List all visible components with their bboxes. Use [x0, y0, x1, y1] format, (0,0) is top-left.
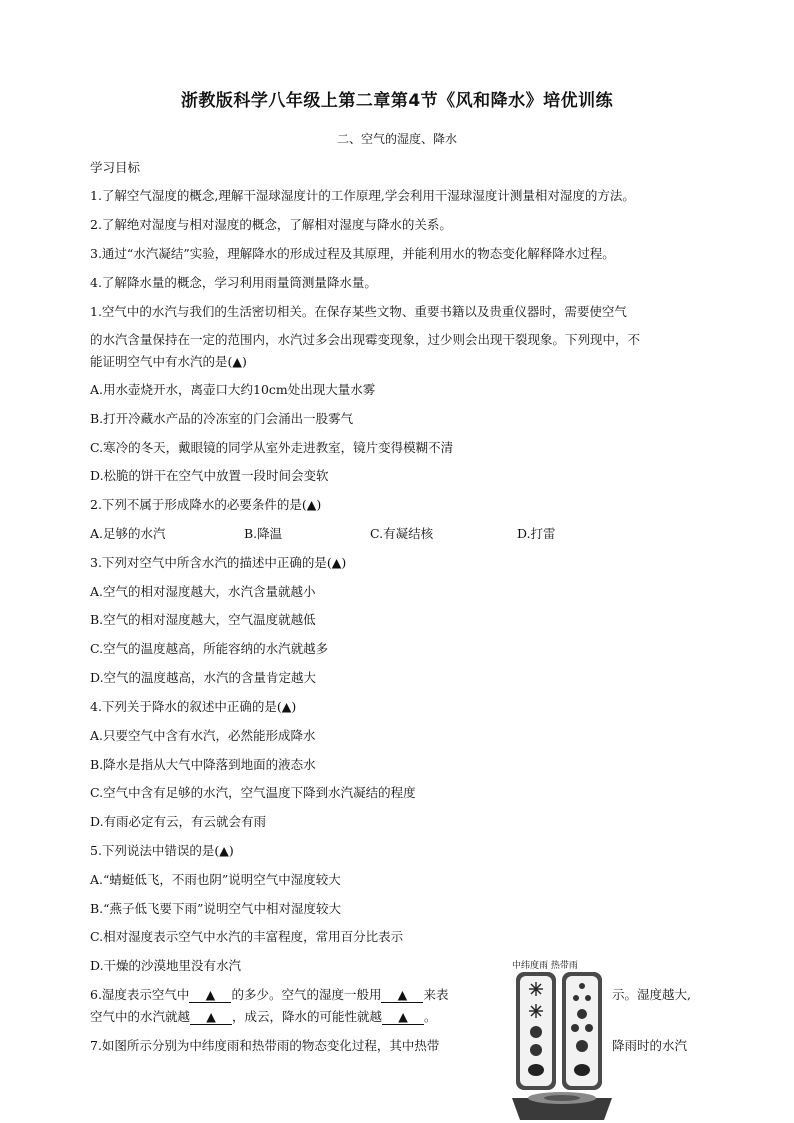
page-title: 浙教版科学八年级上第二章第4节《风和降水》培优训练 [180, 91, 614, 111]
question-4-option: D.有雨必定有云，有云就会有雨 [90, 814, 267, 829]
objective-item: 3.通过“水汽凝结”实验，理解降水的形成过程及其原理，并能利用水的物态变化解释降水过程。 [90, 246, 615, 261]
question-3-option: C.空气的温度越高，所能容纳的水汽就越多 [90, 641, 329, 656]
question-2-option-c: C.有凝结核 [370, 526, 434, 541]
question-6-text: 来表 [423, 987, 449, 1002]
question-3-option: B.空气的相对湿度越大，空气温度就越低 [90, 612, 316, 627]
section-subtitle: 二、空气的湿度、降水 [336, 132, 457, 146]
question-6-text: 空气中的水汽就越 [90, 1009, 191, 1024]
question-6-text: 的多少。空气的湿度一般用 [231, 987, 382, 1002]
question-6-text: 示。湿度越大, [612, 987, 691, 1002]
objective-item: 1.了解空气湿度的概念,理解干湿球湿度计的工作原理,学会利用干湿球湿度计测量相对湿度的方法。 [90, 188, 635, 203]
rain-process-diagram [512, 970, 612, 1120]
question-6-text: ，成云，降水的可能性就越 [232, 1009, 383, 1024]
question-2-stem: 2.下列不属于形成降水的必要条件的是(▲) [90, 497, 322, 512]
question-6-text: 。 [424, 1009, 437, 1024]
question-5-stem: 5.下列说法中错误的是(▲) [90, 843, 234, 858]
answer-blank[interactable]: ▲ [189, 987, 231, 1003]
objective-item: 2.了解绝对湿度与相对湿度的概念，了解相对湿度与降水的关系。 [90, 217, 452, 232]
answer-blank[interactable]: ▲ [190, 1009, 232, 1025]
question-5-option: B.“燕子低飞要下雨”说明空气中相对湿度较大 [90, 901, 341, 916]
question-3-option: D.空气的温度越高，水汽的含量肯定越大 [90, 670, 317, 685]
question-3-option: A.空气的相对湿度越大，水汽含量就越小 [90, 584, 316, 599]
question-6-text: 6.湿度表示空气中 [90, 987, 190, 1002]
question-4-option: C.空气中含有足够的水汽，空气温度下降到水汽凝结的程度 [90, 785, 416, 800]
question-3-stem: 3.下列对空气中所含水汽的描述中正确的是(▲) [90, 555, 347, 570]
question-4-option: A.只要空气中含有水汽，必然能形成降水 [90, 728, 316, 743]
answer-blank[interactable]: ▲ [381, 987, 423, 1003]
question-6-line-1 [90, 985, 448, 1003]
question-1-stem-line: 能证明空气中有水汽的是(▲) [90, 354, 247, 369]
question-4-option: B.降水是指从大气中降落到地面的液态水 [90, 757, 316, 772]
question-7-text-left: 7.如图所示分别为中纬度雨和热带雨的物态变化过程，其中热带 [90, 1038, 440, 1053]
objective-item: 4.了解降水量的概念，学习利用雨量筒测量降水量。 [90, 275, 377, 290]
figure-label: 中纬度雨 热带雨 [512, 961, 578, 971]
question-5-option: A.“蜻蜓低飞，不雨也阴”说明空气中湿度较大 [90, 872, 341, 887]
objectives-heading: 学习目标 [90, 160, 141, 175]
rain-process-figure [512, 958, 612, 1120]
question-1-stem-line: 1.空气中的水汽与我们的生活密切相关。在保存某些文物、重要书籍以及贵重仪器时，需要使空气 [90, 304, 627, 319]
question-7-text-right: 降雨时的水汽 [612, 1038, 688, 1053]
question-4-stem: 4.下列关于降水的叙述中正确的是(▲) [90, 699, 297, 714]
answer-blank[interactable]: ▲ [382, 1009, 424, 1025]
question-5-option: D.干燥的沙漠地里没有水汽 [90, 958, 242, 973]
question-6-line-2 [90, 1007, 437, 1025]
question-1-option: C.寒冷的冬天，戴眼镜的同学从室外走进教室，镜片变得模糊不清 [90, 440, 454, 455]
question-1-option: D.松脆的饼干在空气中放置一段时间会变软 [90, 468, 329, 483]
question-1-option: B.打开冷藏水产品的冷冻室的门会涌出一股雾气 [90, 411, 354, 426]
question-2-option-a: A.足够的水汽 [90, 526, 166, 541]
question-2-option-b: B.降温 [244, 526, 283, 541]
question-2-option-d: D.打雷 [517, 526, 556, 541]
question-1-option: A.用水壶烧开水，离壶口大约10cm处出现大量水雾 [90, 382, 376, 397]
question-1-stem-line: 的水汽含量保持在一定的范围内，水汽过多会出现霉变现象，过少则会出现干裂现象。下列现中，不 [90, 332, 641, 347]
question-5-option: C.相对湿度表示空气中水汽的丰富程度，常用百分比表示 [90, 929, 404, 944]
